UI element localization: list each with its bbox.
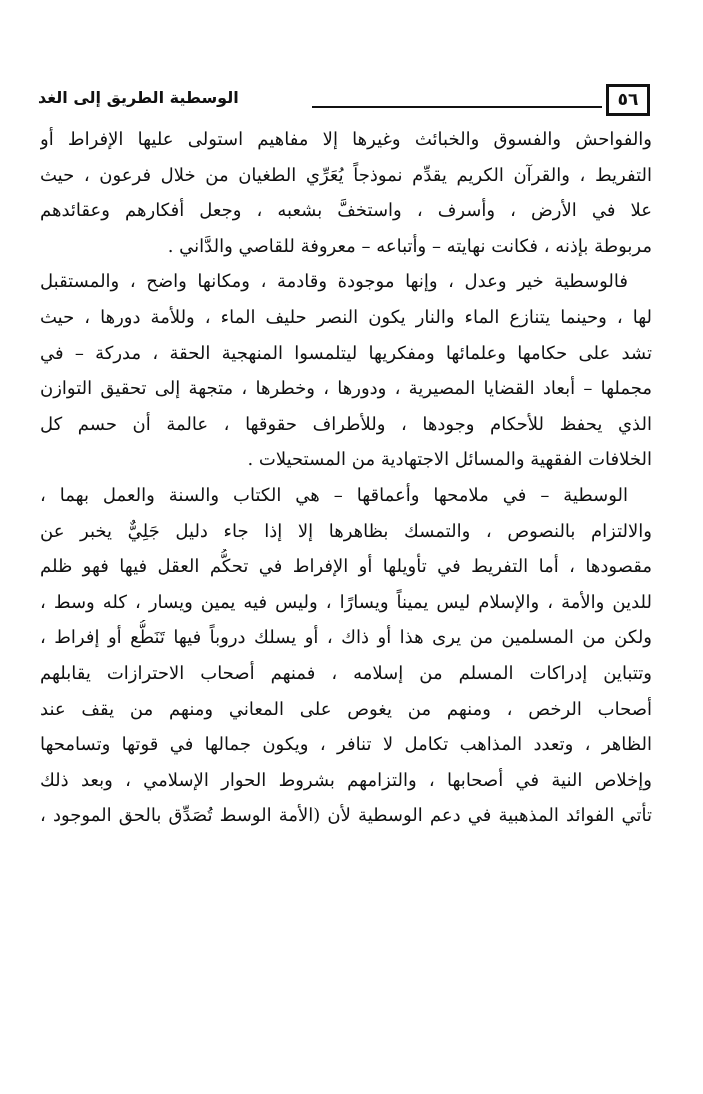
text-line: والفواحش والفسوق والخبائث وغيرها إلا مفاهيم استولى عليها الإفراط أو [40,129,652,150]
text-line: مجملها – أبعاد القضايا المصيرية ، ودورها ، وخطرها ، متجهة إلى تحقيق التوازن [40,378,652,400]
text-line: أصحاب الرخص ، ومنهم من يغوص على المعاني ومنهم من يقف عند [40,698,652,720]
text-line: الذي يحفظ للأحكام وجودها ، وللأطراف حقوقها ، عالمة أن حسم كل [40,413,652,435]
paragraph-3 [40,478,652,834]
header-rule [312,106,602,108]
text-line: للدين والأمة ، والإسلام ليس يميناً ويسارًا ، وليس فيه يمين ويسار ، كله وسط ، [40,591,652,613]
paragraph-2 [40,264,652,478]
text-line: ولكن من المسلمين من يرى هذا أو ذاك ، أو يسلك دروباً فيها تَنَطُّع أو إفراط ، [40,627,652,649]
text-line: التفريط ، والقرآن الكريم يقدِّم نموذجاً يُعَرِّي الطغيان من خلال فرعون ، حيث [40,164,652,186]
text-line: وإخلاص النية في أصحابها ، والتزامهم بشروط الحوار الإسلامي ، وبعد ذلك [40,769,652,791]
paragraph-1 [40,122,652,264]
text-line: الظاهر ، وتعدد المذاهب تكامل لا تنافر ، ويكون جمالها في قوتها وتسامحها [40,734,652,756]
running-title: الوسطية الطريق إلى الغد [38,88,239,107]
text-line: الوسطية – في ملامحها وأعماقها – هي الكتاب والسنة والعمل بهما ، [40,484,628,506]
text-line: تشد على حكامها وعلمائها ومفكريها ليتلمسوا المنهجية الحقة ، مدركة – في [40,342,652,364]
text-line: والالتزام بالنصوص ، والتمسك بظاهرها إلا إذا جاء دليل جَلِيٌّ يخبر عن [40,520,652,542]
text-line: مقصودها ، أما التفريط في تأويلها أو الإفراط في تحكُّم العقل فيها فهو ظلم [40,556,652,578]
text-line: علا في الأرض ، وأسرف ، واستخفَّ بشعبه ، وجعل أفكارهم وعقائدهم [40,200,652,222]
page-header [38,84,650,120]
body-text [40,122,652,834]
text-line: مربوطة بإذنه ، فكانت نهايته – وأتباعه – معروفة للقاصي والدَّاني . [167,235,652,257]
text-line: وتتباين إدراكات المسلم من إسلامه ، فمنهم أصحاب الاحترازات يقابلهم [40,662,652,684]
text-line: تأتي الفوائد المذهبية في دعم الوسطية لأن (الأمة الوسط تُصَدِّق بالحق الموجود ، [40,805,652,827]
text-line: الخلافات الفقهية والمسائل الاجتهادية من المستحيلات . [247,449,652,471]
text-line: لها ، وحينما يتنازع الماء والنار يكون النصر حليف الماء ، وللأمة دورها ، حيث [40,306,652,328]
text-line: فالوسطية خير وعدل ، وإنها موجودة وقادمة ، ومكانها واضح ، والمستقبل [40,271,628,293]
page-number: ٥٦ [606,84,650,116]
